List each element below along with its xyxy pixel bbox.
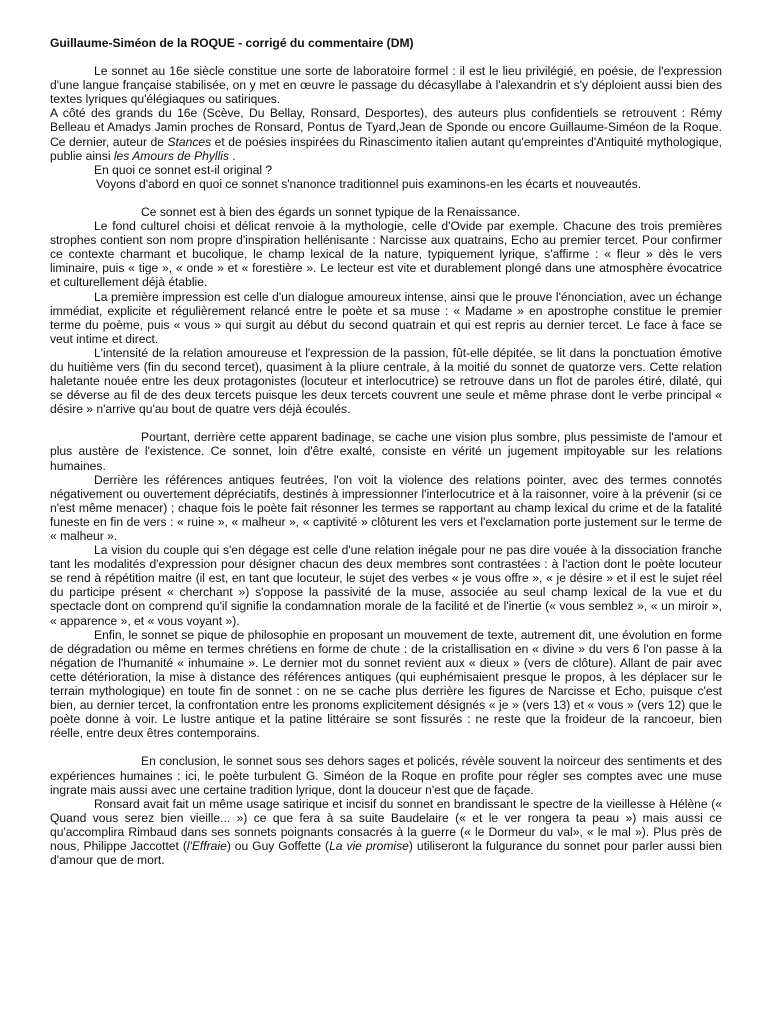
intro-paragraph-2-b: et de poésies inspirées du Rinascimento italien autant qu'empreintes d'Antiquité mythologique, publie ainsi xyxy=(50,134,722,163)
l-effraie-title: l'Effraie xyxy=(186,838,227,853)
problematic-question: En quoi ce sonnet est-il original ? xyxy=(94,162,273,177)
conclusion-lead: En conclusion, le sonnet sous ses dehors sages et policés, révèle souvent la noirceur des sentiments et des expériences humaines : ici, le poète turbulent G. Siméon de la Roque en profite pour régler ses comptes avec une muse ingrate mais aussi avec une certaine tradition lyrique, dont la douceur n'est que de façade. xyxy=(50,754,722,797)
intro-paragraph-1: Le sonnet au 16e siècle constitue une sorte de laboratoire formel : il est le lieu privilégié, en poésie, de l'expression d'une langue française stabilisée, on y met en œuvre le passage du décasyllabe à l'alexandrin et s'y déploient aussi bien des textes lyriques qu'élégiaques ou satiriques. xyxy=(50,64,722,107)
plan-announcement: Voyons d'abord en quoi ce sonnet s'nanonce traditionnel puis examinons-en les écarts et nouveautés. xyxy=(96,176,642,191)
part1-paragraph-3: L'intensité de la relation amoureuse et l'expression de la passion, fût-elle dépitée, se lit dans la ponctuation émotive du huitième vers (fin du second tercet), quasiment à la pliure centrale, à la moitié du sonnet de quatorze vers. Cette relation haletante nouée entre les deux protagonistes (locuteur et interlocutrice) se retrouve dans un flot de paroles étiré, dilaté, qui se déverse au fil de des deux tercets puisque les deux tercets couvrent une seule et même phrase dont le verbe principal « désire » n'arrive qu'au bout de quatre vers déjà écoulés. xyxy=(50,345,722,417)
part2-paragraph-2: La vision du couple qui s'en dégage est celle d'une relation inégale pour ne pas dire vouée à la dissociation franche tant les modalités d'expression pour désigner chacun des deux membres sont contrastées : à l'action dont le poète locuteur se rend à répétition maitre (il est, en tant que locuteur, le sujet des verbes « je vous offre », « je désire » et il est le sujet réel du participe présent « cherchant ») s'oppose la passivité de la muse, associée au seul champ lexical de la vue et du spectacle dont on comprend qu'il signifie la condamnation morale de la facilité et de l'inertie (« vous semblez », « un miroir », « apparence », et « vous voyant »). xyxy=(50,543,722,628)
part1-paragraph-1: Le fond culturel choisi et délicat renvoie à la mythologie, celle d'Ovide par exemple. Chacune des trois premières strophes contient son nom propre d'inspiration hellénisante : Narcisse aux quatrains, Echo au premier tercet. Pour confirmer ce contexte charmant et bucolique, le champ lexical de la nature, typiquement lyrique, s'affirme : « fleur » dès le vers liminaire, puis « tige », « onde » et « forestière ». Le lecteur est vite et durablement plongé dans une atmosphère évocatrice et culturellement déjà établie. xyxy=(50,219,722,290)
conclusion-paragraph-1-c: ) utiliseront la fulgurance du sonnet pour parler aussi bien d'amour que de mort. xyxy=(50,838,722,868)
part1-lead: Ce sonnet est à bien des égards un sonnet typique de la Renaissance. xyxy=(141,204,521,219)
part1-paragraph-2: La première impression est celle d'un dialogue amoureux intense, ainsi que le prouve l'énonciation, avec un échange immédiat, explicite et régulièrement relancé entre le poète et sa muse : « Madame » en apostrophe constitue le premier terme du poème, puis « vous » qui surgit au début du second quatrain et qui est repris au dernier tercet. Le face à face se veut intime et direct. xyxy=(50,289,722,346)
spacer xyxy=(50,740,722,754)
intro-paragraph-2-c: . xyxy=(229,148,236,163)
la-vie-promise-title: La vie promise xyxy=(329,838,409,853)
amours-de-phyllis-title: les Amours de Phyllis xyxy=(113,148,230,163)
intro-paragraph-2-a: A côté des grands du 16e (Scève, Du Bellay, Ronsard, Desportes), des auteurs plus confidentiels se retrouvent : Rémy Belleau et Amadys Jamin proches de Ronsard, Pontus de Tyard,Jean de Sponde ou encore Guillaume-Siméon de la Roque. Ce dernier, auteur de xyxy=(50,106,722,149)
part2-paragraph-1: Derrière les références antiques feutrées, l'on voit la violence des relations pointer, avec des termes connotés négativement ou ouvertement dépréciatifs, destinés à impressionner l'interlocutrice et à la raisonner, voire à la prévenir (si ce n'est même menacer) ; chaque fois le poète fait résonner les termes se rapportant au champ lexical du crime et de la fatalité funeste en fin de vers : « ruine », « malheur », « captivité » clôturent les vers et l'exclamation porte justement sur le terme de « malheur ». xyxy=(50,472,722,543)
conclusion-paragraph-1-a: Ronsard avait fait un même usage satirique et incisif du sonnet en brandissant le spectre de la vieillesse à Hélène (« Quand vous serez bien vieille... ») ce que fera à sa suite Baudelaire (« et le ver rongera ta peau ») mais aussi ce qu'accomplira Rimbaud dans ses sonnets poignants consacrés à la guerre (« le Dormeur du val», « le mal »). Plus près de nous, Philippe Jaccottet ( xyxy=(50,796,722,853)
spacer xyxy=(50,191,722,205)
part2-lead: Pourtant, derrière cette apparent badinage, se cache une vision plus sombre, plus pessimiste de l'amour et plus austère de l'existence. Ce sonnet, loin d'être exalté, consiste en vérité un jugement impitoyable sur les relations humaines. xyxy=(50,430,722,473)
intro-paragraph-2 xyxy=(50,106,722,162)
part2-paragraph-3: Enfin, le sonnet se pique de philosophie en proposant un mouvement de texte, autrement dit, une évolution en forme de dégradation ou même en termes chrétiens en forme de chute : de la cristallisation en « divine » du vers 6 l'on passe à la négation de l'humanité « inhumaine ». Le dernier mot du sonnet revient aux « dieux » (vers de clôture). Allant de pair avec cette détérioration, la mise à distance des références antiques (qui euphémisaient presque le propos, à les déplacer sur le terrain mythologique) en toute fin de sonnet : on ne se cache plus derrière les figures de Narcisse et Echo, puisque c'est bien, au dernier tercet, la confrontation entre les pronoms explicitement désignés « je » (vers 13) et « vous » (vers 12) que le poète donne à voir. Le lustre antique et la patine littéraire se sont fissurés : ne reste que la froideur de la rancoeur, bien réelle, entre deux êtres contemporains. xyxy=(50,627,722,741)
document-title: Guillaume-Siméon de la ROQUE - corrigé du commentaire (DM) xyxy=(50,36,414,50)
spacer xyxy=(50,416,722,430)
stances-title: Stances xyxy=(167,134,212,149)
conclusion-paragraph-1 xyxy=(50,797,722,867)
conclusion-paragraph-1-b: ) ou Guy Goffette ( xyxy=(226,838,330,853)
document-page xyxy=(50,36,722,867)
